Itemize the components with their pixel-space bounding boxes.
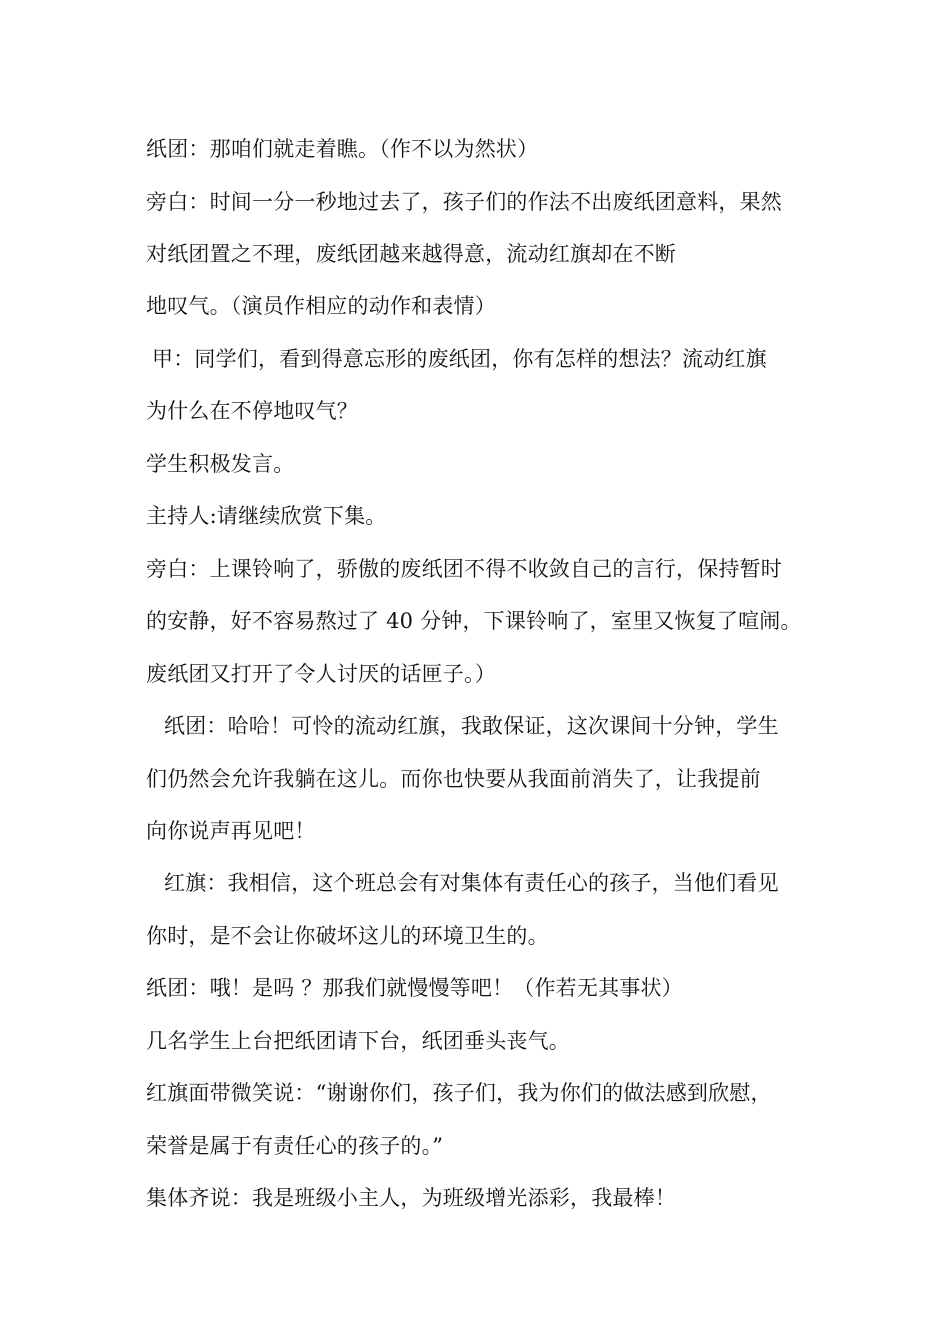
text-line-3: 对纸团置之不理，废纸团越来越得意，流动红旗却在不断: [146, 242, 676, 266]
text-line-11: 废纸团又打开了令人讨厌的话匣子。）: [146, 662, 496, 686]
text-line-1: 纸团：那咱们就走着瞧。（作不以为然状）: [146, 137, 539, 161]
text-line-4: 地叹气。（演员作相应的动作和表情）: [146, 294, 496, 318]
text-line-9: 旁白：上课铃响了，骄傲的废纸团不得不收敛自己的言行，保持暂时: [146, 557, 782, 581]
text-line-6: 为什么在不停地叹气？: [146, 399, 358, 423]
text-line-15: 红旗：我相信，这个班总会有对集体有责任心的孩子，当他们看见: [164, 871, 779, 895]
text-line-7: 学生积极发言。: [146, 452, 295, 476]
text-line-18: 几名学生上台把纸团请下台，纸团垂头丧气。: [146, 1029, 570, 1053]
text-line-12: 纸团：哈哈！可怜的流动红旗，我敢保证，这次课间十分钟，学生: [164, 714, 779, 738]
text-line-19: 红旗面带微笑说：“谢谢你们，孩子们，我为你们的做法感到欣慰，: [146, 1081, 772, 1105]
text-line-20: 荣誉是属于有责任心的孩子的。”: [146, 1134, 444, 1158]
text-line-5: 甲：同学们，看到得意忘形的废纸团，你有怎样的想法？流动红旗: [152, 347, 767, 371]
text-line-21: 集体齐说：我是班级小主人，为班级增光添彩，我最棒！: [146, 1186, 676, 1210]
text-line-8: 主持人:请继续欣赏下集。: [146, 504, 387, 528]
text-line-14: 向你说声再见吧！: [146, 819, 316, 843]
text-line-17: 纸团：哦！是吗 ？那我们就慢慢等吧！（作若无其事状）: [146, 976, 683, 1000]
text-line-16: 你时，是不会让你破坏这儿的环境卫生的。: [146, 924, 549, 948]
text-line-10: 的安静，好不容易熬过了 40 分钟，下课铃响了，室里又恢复了喧闹。: [146, 609, 802, 633]
text-line-13: 们仍然会允许我躺在这儿。而你也快要从我面前消失了，让我提前: [146, 767, 761, 791]
text-line-2: 旁白：时间一分一秒地过去了，孩子们的作法不出废纸团意料，果然: [146, 190, 782, 214]
